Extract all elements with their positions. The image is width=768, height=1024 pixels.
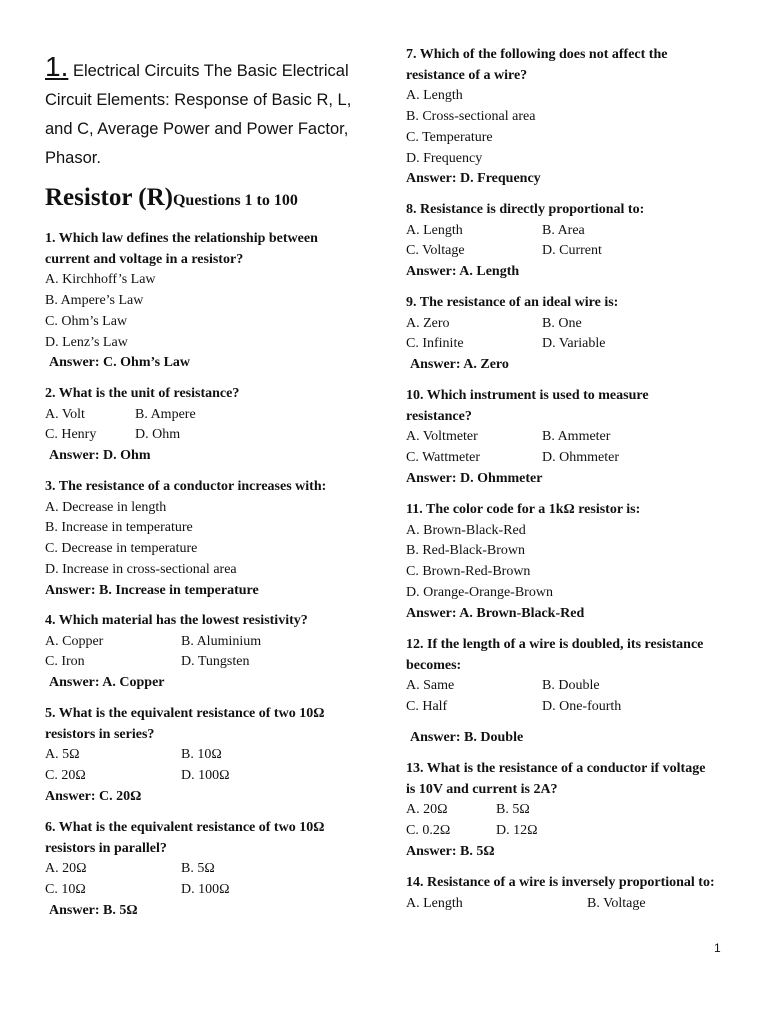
section-title-main: Resistor (R) — [45, 184, 173, 211]
option-a: A. 20Ω — [45, 861, 87, 877]
option-a: A. Zero — [406, 315, 450, 331]
option-b: B. One — [542, 315, 582, 331]
option-a: A. 20Ω — [406, 802, 448, 818]
question-text: 4. Which material has the lowest resistivity? — [45, 613, 308, 628]
option-b: B. 5Ω — [496, 802, 530, 818]
option-a: A. Length — [406, 222, 463, 238]
question-text: 3. The resistance of a conductor increases with: — [45, 479, 327, 494]
question-11 — [406, 500, 726, 624]
option-c: C. Ohm’s Law — [45, 313, 128, 329]
question-text: 13. What is the resistance of a conductor if voltage is 10V and current is 2A? — [406, 761, 706, 797]
option-d: D. One-fourth — [542, 699, 622, 715]
question-text: 11. The color code for a 1kΩ resistor is: — [406, 502, 641, 517]
option-b: B. Voltage — [587, 895, 646, 911]
answer: Answer: A. Zero — [410, 357, 509, 373]
section-title-sub: Questions 1 to 100 — [172, 192, 298, 209]
answer: Answer: A. Length — [406, 264, 520, 280]
question-5 — [45, 704, 355, 807]
option-d: D. Current — [542, 243, 602, 259]
answer: Answer: B. 5Ω — [49, 902, 138, 918]
document-heading — [45, 52, 375, 173]
question-text: 6. What is the equivalent resistance of two 10Ω resistors in parallel? — [45, 820, 325, 856]
question-13 — [406, 759, 716, 862]
answer: Answer: B. Increase in temperature — [45, 582, 259, 598]
option-d: D. 12Ω — [496, 823, 538, 839]
option-a: A. Decrease in length — [45, 499, 167, 515]
option-a: A. Copper — [45, 633, 104, 649]
question-3 — [45, 477, 365, 601]
option-c: C. Wattmeter — [406, 450, 481, 466]
answer: Answer: A. Copper — [49, 675, 165, 691]
option-c: C. 20Ω — [45, 768, 86, 784]
option-b: B. Red-Black-Brown — [406, 543, 525, 559]
option-d: D. Variable — [542, 336, 606, 352]
option-d: D. Ohmmeter — [542, 450, 619, 466]
option-a: A. 5Ω — [45, 747, 80, 763]
option-c: C. 10Ω — [45, 882, 86, 898]
heading-number: 1. — [45, 51, 69, 82]
answer: Answer: C. 20Ω — [45, 788, 142, 804]
answer: Answer: B. Double — [410, 729, 524, 745]
question-6 — [45, 818, 355, 921]
question-text: 9. The resistance of an ideal wire is: — [406, 295, 619, 310]
answer: Answer: D. Ohm — [49, 448, 151, 464]
page-number: 1 — [714, 941, 721, 955]
option-a: A. Length — [406, 895, 463, 911]
section-title — [45, 184, 298, 212]
option-c: C. 0.2Ω — [406, 823, 451, 839]
question-8 — [406, 200, 726, 283]
option-c: C. Temperature — [406, 129, 493, 145]
option-b: B. 5Ω — [181, 861, 215, 877]
question-12 — [406, 635, 706, 748]
option-c: C. Decrease in temperature — [45, 541, 198, 557]
question-text: 7. Which of the following does not affect the resistance of a wire? — [406, 47, 668, 83]
heading-text: Electrical Circuits The Basic Electrical Circuit Elements: Response of Basic R, L, and C, Average Power and Power Factor, Phasor. — [45, 62, 352, 167]
option-c: C. Half — [406, 699, 448, 715]
question-text: 8. Resistance is directly proportional to: — [406, 202, 645, 217]
option-a: A. Volt — [45, 406, 85, 422]
question-14 — [406, 873, 726, 914]
option-b: B. Area — [542, 222, 585, 238]
question-text: 10. Which instrument is used to measure resistance? — [406, 388, 649, 424]
question-10 — [406, 386, 706, 489]
option-c: C. Henry — [45, 427, 97, 443]
question-text: 5. What is the equivalent resistance of two 10Ω resistors in series? — [45, 706, 325, 742]
option-b: B. Cross-sectional area — [406, 109, 536, 125]
option-a: A. Same — [406, 678, 455, 694]
option-c: C. Infinite — [406, 336, 464, 352]
option-b: B. Ampere’s Law — [45, 293, 144, 309]
question-text: 12. If the length of a wire is doubled, its resistance becomes: — [406, 637, 704, 673]
question-4 — [45, 611, 365, 694]
answer: Answer: A. Brown-Black-Red — [406, 605, 585, 621]
option-b: B. Ammeter — [542, 429, 611, 445]
option-d: D. 100Ω — [181, 882, 230, 898]
question-text: 1. Which law defines the relationship between current and voltage in a resistor? — [45, 231, 318, 267]
question-text: 14. Resistance of a wire is inversely proportional to: — [406, 875, 715, 890]
option-b: B. Increase in temperature — [45, 520, 193, 536]
answer: Answer: D. Ohmmeter — [406, 470, 543, 486]
option-d: D. 100Ω — [181, 768, 230, 784]
question-1 — [45, 229, 355, 374]
option-d: D. Increase in cross-sectional area — [45, 561, 237, 577]
option-a: A. Kirchhoff’s Law — [45, 272, 156, 288]
option-b: B. Ampere — [135, 406, 196, 422]
question-text: 2. What is the unit of resistance? — [45, 386, 240, 401]
answer: Answer: C. Ohm’s Law — [49, 355, 191, 371]
option-c: C. Iron — [45, 654, 85, 670]
option-a: A. Voltmeter — [406, 429, 478, 445]
answer: Answer: D. Frequency — [406, 171, 541, 187]
option-a: A. Length — [406, 88, 463, 104]
option-a: A. Brown-Black-Red — [406, 522, 526, 538]
answer: Answer: B. 5Ω — [406, 843, 495, 859]
option-d: D. Tungsten — [181, 654, 250, 670]
option-b: B. Aluminium — [181, 633, 262, 649]
option-d: D. Orange-Orange-Brown — [406, 584, 553, 600]
option-c: C. Brown-Red-Brown — [406, 564, 531, 580]
option-d: D. Ohm — [135, 427, 181, 443]
question-2 — [45, 384, 365, 467]
option-b: B. 10Ω — [181, 747, 222, 763]
question-7 — [406, 45, 706, 190]
option-b: B. Double — [542, 678, 600, 694]
option-d: D. Frequency — [406, 150, 483, 166]
option-c: C. Voltage — [406, 243, 465, 259]
option-d: D. Lenz’s Law — [45, 334, 128, 350]
question-9 — [406, 293, 726, 376]
